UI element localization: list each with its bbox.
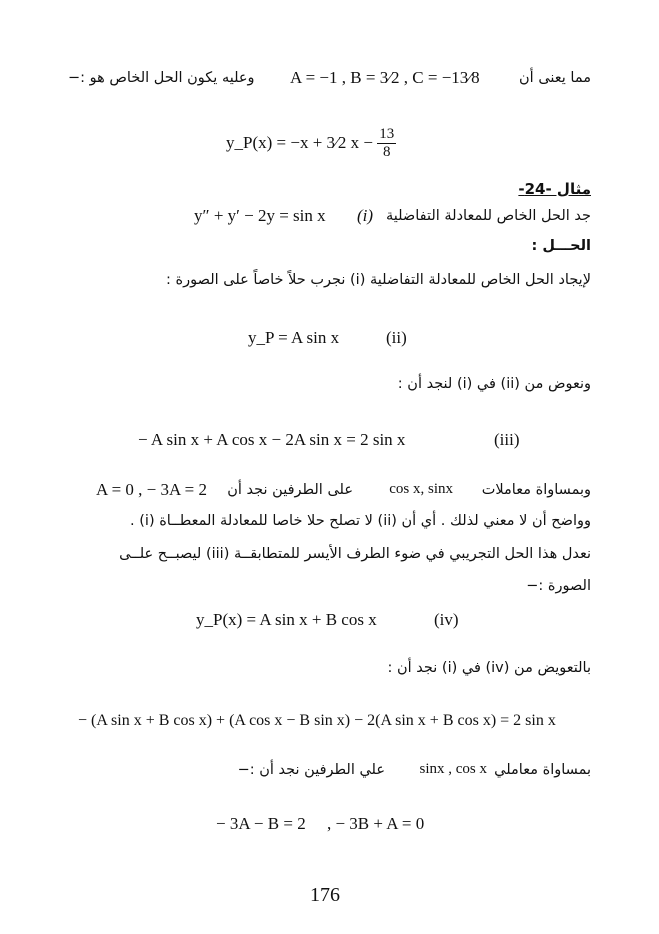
- equation-iv-line: [196, 610, 466, 630]
- equation-long: − (A sin x + B cos x) + (A cos x − B sin x) − 2(A sin x + B cos x) = 2 sin x: [78, 712, 556, 729]
- fraction-numerator: 13: [379, 126, 395, 142]
- result-constants-math: A = −1 , B = 3⁄2 , C = −13⁄8: [290, 68, 480, 87]
- equation-iii: − A sin x + A cos x − 2A sin x = 2 sin x: [138, 430, 406, 449]
- task-equation: y″ + y′ − 2y = sin x: [194, 206, 326, 225]
- equation-iv: y_P(x) = A sin x + B cos x: [196, 610, 377, 629]
- equation-iii-line: [138, 430, 528, 450]
- paragraph-line-3: الصورة :−: [526, 578, 591, 594]
- equation-particular-solution-1: [226, 126, 396, 170]
- compare2-text-start: بمساواة معاملي: [494, 762, 591, 778]
- equation-ii-line: [248, 328, 418, 348]
- compare-line-2: [180, 760, 591, 786]
- result-text-end: وعليه يكون الحل الخاص هو :−: [68, 70, 255, 86]
- task-text: جد الحل الخاص للمعادلة التفاضلية: [385, 208, 591, 224]
- solution-label: الحـــل :: [531, 238, 591, 254]
- result-text-start: مما يعنى أن: [519, 70, 591, 86]
- equation-yp1-fraction: [377, 126, 396, 160]
- intro-text: لإيجاد الحل الخاص للمعادلة التفاضلية (i) نجرب حلاً خاصاً على الصورة :: [166, 272, 591, 288]
- paragraph-line-1: وواضح أن لا معني لذلك . أي أن (ii) لا تصلح حلا خاصا للمعادلة المعطــاة (i) .: [130, 513, 591, 529]
- compare-text-end: على الطرفين نجد أن: [227, 482, 353, 498]
- compare2-terms: sinx , cos x: [419, 761, 487, 777]
- paragraph-line-2: نعدل هذا الحل التجريبي في ضوء الطرف الأيسر للمتطابقــة (iii) ليصبــح علــى: [119, 546, 591, 562]
- substitution-text: ونعوض من (ii) في (i) لنجد أن :: [397, 376, 591, 392]
- compare-text-start: وبمساواة معاملات: [481, 482, 591, 498]
- equation-ii: y_P = A sin x: [248, 328, 340, 347]
- line-result-constants: [68, 66, 591, 96]
- substitution-text-2: بالتعويض من (iv) في (i) نجد أن :: [387, 660, 591, 676]
- compare-line: [96, 480, 591, 506]
- task-label: (i): [356, 206, 373, 225]
- final-equations: − 3A − B = 2 , − 3B + A = 0: [216, 814, 425, 833]
- equation-iii-label: (iii): [494, 430, 520, 449]
- equation-iv-label: (iv): [434, 610, 459, 629]
- equation-ii-label: (ii): [386, 328, 407, 347]
- page-number: 176: [310, 884, 340, 906]
- compare2-text-end: علي الطرفين نجد أن :−: [237, 762, 385, 778]
- compare-terms: cos x, sinx: [389, 481, 453, 497]
- task-line: [190, 206, 591, 232]
- compare-result: A = 0 , − 3A = 2: [96, 480, 207, 499]
- example-title: مثال -24-: [518, 180, 591, 198]
- equation-yp1-lhs: y_P(x) = −x + 3⁄2 x −: [226, 133, 373, 152]
- fraction-denominator: 8: [382, 143, 391, 160]
